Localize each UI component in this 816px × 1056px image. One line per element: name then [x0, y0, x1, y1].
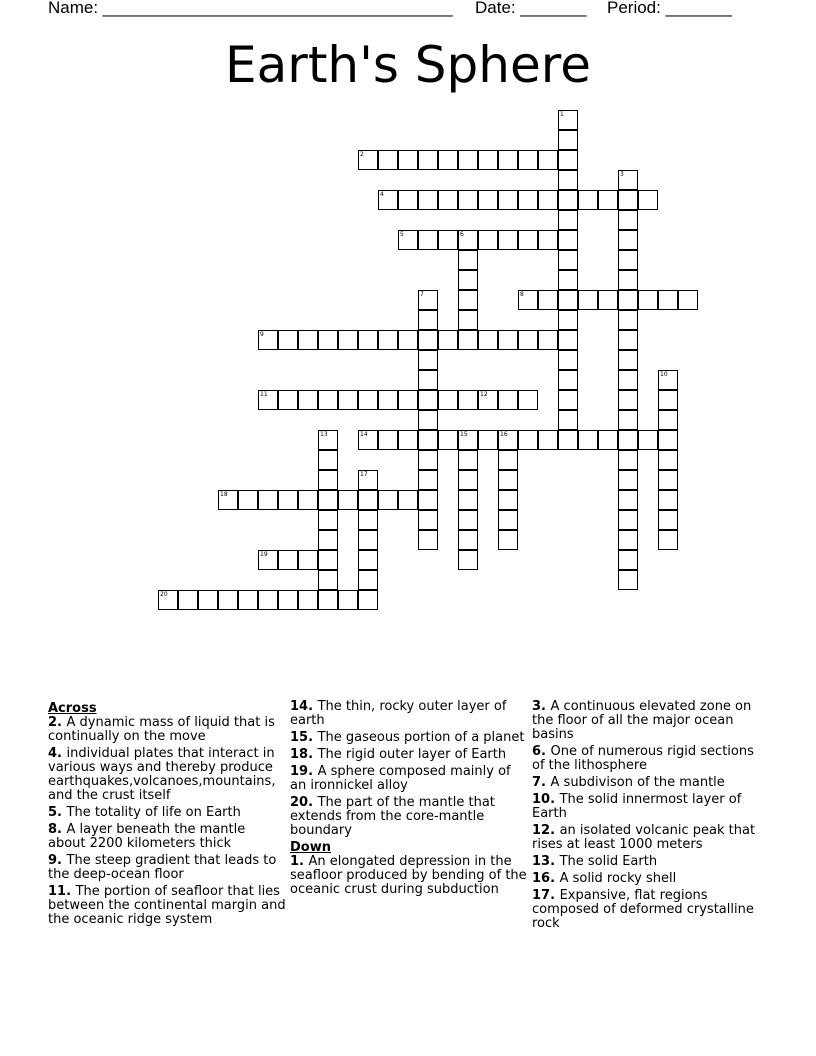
- grid-cell[interactable]: [558, 290, 578, 310]
- grid-cell[interactable]: [478, 330, 498, 350]
- grid-cell[interactable]: [418, 230, 438, 250]
- grid-cell[interactable]: [518, 150, 538, 170]
- grid-cell[interactable]: [598, 430, 618, 450]
- grid-cell[interactable]: [518, 330, 538, 350]
- grid-cell[interactable]: [598, 190, 618, 210]
- grid-cell[interactable]: [658, 510, 678, 530]
- grid-cell[interactable]: [478, 430, 498, 450]
- clue-num: 13.: [532, 854, 560, 869]
- grid-cell[interactable]: [338, 590, 358, 610]
- grid-cell[interactable]: [618, 310, 638, 330]
- clue-text: Expansive, flat regions composed of deformed crystalline rock: [532, 888, 754, 931]
- grid-cell[interactable]: [318, 550, 338, 570]
- grid-cell[interactable]: [618, 390, 638, 410]
- clue-number: 18: [220, 491, 228, 498]
- grid-cell[interactable]: [318, 330, 338, 350]
- grid-cell[interactable]: [398, 490, 418, 510]
- grid-cell[interactable]: [358, 510, 378, 530]
- grid-cell[interactable]: [418, 490, 438, 510]
- grid-cell[interactable]: [558, 170, 578, 190]
- clue-num: 4.: [48, 746, 67, 761]
- clue-number: 11: [260, 391, 268, 398]
- grid-cell[interactable]: [618, 210, 638, 230]
- grid-cell[interactable]: [458, 450, 478, 470]
- clue-number: 2: [360, 151, 364, 158]
- clue-text: One of numerous rigid sections of the lithosphere: [532, 744, 754, 773]
- grid-cell[interactable]: [618, 570, 638, 590]
- grid-cell[interactable]: [558, 330, 578, 350]
- clue-item: [48, 747, 286, 803]
- grid-cell[interactable]: [618, 550, 638, 570]
- grid-cell[interactable]: [398, 430, 418, 450]
- grid-cell[interactable]: [458, 390, 478, 410]
- clue-column-2: [290, 700, 528, 900]
- clue-num: 9.: [48, 853, 67, 868]
- clue-number: 12: [480, 391, 488, 398]
- grid-cell[interactable]: [358, 390, 378, 410]
- grid-cell[interactable]: [398, 190, 418, 210]
- clue-item: [290, 700, 528, 728]
- clue-item: [532, 745, 770, 773]
- clue-number: 6: [460, 231, 464, 238]
- grid-cell[interactable]: [398, 390, 418, 410]
- grid-cell[interactable]: [558, 430, 578, 450]
- grid-cell[interactable]: [658, 490, 678, 510]
- grid-cell[interactable]: [438, 330, 458, 350]
- clue-num: 7.: [532, 775, 551, 790]
- grid-cell[interactable]: [298, 550, 318, 570]
- grid-cell[interactable]: [318, 570, 338, 590]
- clue-text: The gaseous portion of a planet: [317, 730, 525, 745]
- grid-cell[interactable]: [418, 390, 438, 410]
- grid-cell[interactable]: [458, 330, 478, 350]
- grid-cell[interactable]: [258, 590, 278, 610]
- grid-cell[interactable]: [258, 490, 278, 510]
- clue-number: 19: [260, 551, 268, 558]
- grid-cell[interactable]: [458, 530, 478, 550]
- grid-cell[interactable]: [358, 570, 378, 590]
- grid-cell[interactable]: [618, 290, 638, 310]
- grid-cell[interactable]: [238, 590, 258, 610]
- name-field[interactable]: Name: _____________________________________: [48, 0, 453, 17]
- grid-cell[interactable]: [418, 150, 438, 170]
- grid-cell[interactable]: [558, 190, 578, 210]
- grid-cell[interactable]: [458, 190, 478, 210]
- clue-number: 15: [460, 431, 468, 438]
- clue-item: [48, 806, 286, 820]
- grid-cell[interactable]: [618, 510, 638, 530]
- clue-number: 1: [560, 111, 564, 118]
- clue-number: 7: [420, 291, 424, 298]
- clue-item: [290, 731, 528, 745]
- grid-cell[interactable]: [298, 390, 318, 410]
- clue-item: [290, 748, 528, 762]
- grid-cell[interactable]: [538, 150, 558, 170]
- grid-cell[interactable]: [318, 490, 338, 510]
- grid-cell[interactable]: [658, 390, 678, 410]
- clue-item: [48, 823, 286, 851]
- clue-item: [532, 872, 770, 886]
- grid-cell[interactable]: [558, 310, 578, 330]
- grid-cell[interactable]: [458, 270, 478, 290]
- grid-cell[interactable]: [278, 390, 298, 410]
- grid-cell[interactable]: [298, 590, 318, 610]
- grid-cell[interactable]: [318, 390, 338, 410]
- grid-cell[interactable]: [418, 350, 438, 370]
- grid-cell[interactable]: [658, 290, 678, 310]
- grid-cell[interactable]: [458, 150, 478, 170]
- grid-cell[interactable]: [458, 310, 478, 330]
- clue-num: 14.: [290, 699, 318, 714]
- date-field[interactable]: Date: _______: [475, 0, 587, 17]
- grid-cell[interactable]: [618, 250, 638, 270]
- grid-cell[interactable]: [318, 590, 338, 610]
- grid-cell[interactable]: [418, 450, 438, 470]
- clue-text: The totality of life on Earth: [66, 805, 241, 820]
- grid-cell[interactable]: [578, 290, 598, 310]
- grid-cell[interactable]: [478, 230, 498, 250]
- clue-item: [290, 855, 528, 897]
- grid-cell[interactable]: [618, 370, 638, 390]
- grid-cell[interactable]: [438, 430, 458, 450]
- clue-number: 9: [260, 331, 264, 338]
- clue-number: 20: [160, 591, 168, 598]
- clue-number: 5: [400, 231, 404, 238]
- grid-cell[interactable]: [498, 150, 518, 170]
- clue-num: 1.: [290, 854, 309, 869]
- clue-num: 17.: [532, 888, 560, 903]
- clue-number: 17: [360, 471, 368, 478]
- grid-cell[interactable]: [298, 330, 318, 350]
- grid-cell[interactable]: [558, 210, 578, 230]
- grid-cell[interactable]: [538, 430, 558, 450]
- grid-cell[interactable]: [618, 430, 638, 450]
- grid-cell[interactable]: [618, 230, 638, 250]
- grid-cell[interactable]: [358, 550, 378, 570]
- clue-text: The solid Earth: [559, 854, 658, 869]
- grid-cell[interactable]: [518, 430, 538, 450]
- grid-cell[interactable]: [398, 150, 418, 170]
- grid-cell[interactable]: [478, 150, 498, 170]
- clue-text: The portion of seafloor that lies between the continental margin and the oceanic ridge system: [48, 884, 286, 927]
- clue-number: 8: [520, 291, 524, 298]
- grid-cell[interactable]: [538, 230, 558, 250]
- clue-item: [532, 700, 770, 742]
- clue-text: The solid innermost layer of Earth: [532, 792, 742, 821]
- grid-cell[interactable]: [498, 530, 518, 550]
- clue-item: [48, 716, 286, 744]
- grid-cell[interactable]: [658, 410, 678, 430]
- grid-cell[interactable]: [498, 510, 518, 530]
- grid-cell[interactable]: [378, 490, 398, 510]
- grid-cell[interactable]: [358, 490, 378, 510]
- clue-item: [48, 854, 286, 882]
- grid-cell[interactable]: [638, 190, 658, 210]
- clue-text: individual plates that interact in various ways and thereby produce earthquakes,volcanoes,mountains, and the crust itself: [48, 746, 276, 803]
- clue-number: 14: [360, 431, 368, 438]
- grid-cell[interactable]: [558, 250, 578, 270]
- clue-column-3: [532, 700, 770, 934]
- grid-cell[interactable]: [278, 550, 298, 570]
- grid-cell[interactable]: [338, 330, 358, 350]
- clue-text: The rigid outer layer of Earth: [317, 747, 507, 762]
- grid-cell[interactable]: [638, 430, 658, 450]
- grid-cell[interactable]: [498, 450, 518, 470]
- clue-num: 5.: [48, 805, 67, 820]
- grid-cell[interactable]: [618, 330, 638, 350]
- grid-cell[interactable]: [398, 330, 418, 350]
- grid-cell[interactable]: [318, 510, 338, 530]
- grid-cell[interactable]: [498, 230, 518, 250]
- clue-num: 15.: [290, 730, 318, 745]
- grid-cell[interactable]: [418, 410, 438, 430]
- clue-text: A subdivison of the mantle: [550, 775, 725, 790]
- clue-column-1: [48, 700, 286, 930]
- grid-cell[interactable]: [618, 190, 638, 210]
- period-field[interactable]: Period: _______: [607, 0, 732, 17]
- grid-cell[interactable]: [358, 590, 378, 610]
- clue-num: 18.: [290, 747, 318, 762]
- grid-cell[interactable]: [558, 270, 578, 290]
- clue-num: 6.: [532, 744, 551, 759]
- grid-cell[interactable]: [658, 530, 678, 550]
- grid-cell[interactable]: [498, 470, 518, 490]
- grid-cell[interactable]: [318, 530, 338, 550]
- clue-number: 16: [500, 431, 508, 438]
- grid-cell[interactable]: [298, 490, 318, 510]
- grid-cell[interactable]: [458, 550, 478, 570]
- grid-cell[interactable]: [458, 470, 478, 490]
- grid-cell[interactable]: [418, 330, 438, 350]
- grid-cell[interactable]: [378, 430, 398, 450]
- grid-cell[interactable]: [598, 290, 618, 310]
- down-heading: Down: [290, 840, 331, 855]
- clue-item: [532, 824, 770, 852]
- grid-cell[interactable]: [538, 190, 558, 210]
- clue-text: The steep gradient that leads to the deep-ocean floor: [48, 853, 277, 882]
- grid-cell[interactable]: [418, 310, 438, 330]
- grid-cell[interactable]: [438, 390, 458, 410]
- grid-cell[interactable]: [438, 150, 458, 170]
- grid-cell[interactable]: [558, 410, 578, 430]
- clue-num: 2.: [48, 715, 67, 730]
- grid-cell[interactable]: [458, 490, 478, 510]
- grid-cell[interactable]: [178, 590, 198, 610]
- clue-number: 10: [660, 371, 668, 378]
- clue-num: 3.: [532, 699, 551, 714]
- clue-text: A sphere composed mainly of an ironnickel alloy: [290, 764, 511, 793]
- grid-cell[interactable]: [478, 190, 498, 210]
- grid-cell[interactable]: [618, 530, 638, 550]
- clue-item: [290, 765, 528, 793]
- grid-cell[interactable]: [218, 590, 238, 610]
- grid-cell[interactable]: [658, 470, 678, 490]
- grid-cell[interactable]: [518, 190, 538, 210]
- grid-cell[interactable]: [578, 190, 598, 210]
- grid-cell[interactable]: [558, 370, 578, 390]
- clue-text: an isolated volcanic peak that rises at least 1000 meters: [532, 823, 756, 852]
- clue-text: The part of the mantle that extends from the core-mantle boundary: [290, 795, 495, 838]
- grid-cell[interactable]: [458, 290, 478, 310]
- grid-cell[interactable]: [658, 430, 678, 450]
- grid-cell[interactable]: [618, 270, 638, 290]
- clue-text: A dynamic mass of liquid that is continually on the move: [48, 715, 275, 744]
- grid-cell[interactable]: [418, 530, 438, 550]
- grid-cell[interactable]: [518, 230, 538, 250]
- clue-num: 11.: [48, 884, 76, 899]
- grid-cell[interactable]: [618, 410, 638, 430]
- clue-item: [290, 796, 528, 838]
- clue-item: [532, 855, 770, 869]
- grid-cell[interactable]: [238, 490, 258, 510]
- grid-cell[interactable]: [318, 450, 338, 470]
- grid-cell[interactable]: [378, 330, 398, 350]
- grid-cell[interactable]: [358, 530, 378, 550]
- grid-cell[interactable]: [418, 470, 438, 490]
- grid-cell[interactable]: [278, 490, 298, 510]
- clue-item: [532, 793, 770, 821]
- clue-item: [532, 889, 770, 931]
- grid-cell[interactable]: [518, 390, 538, 410]
- grid-cell[interactable]: [458, 250, 478, 270]
- grid-cell[interactable]: [458, 510, 478, 530]
- grid-cell[interactable]: [498, 330, 518, 350]
- clue-num: 8.: [48, 822, 67, 837]
- grid-cell[interactable]: [558, 390, 578, 410]
- grid-cell[interactable]: [438, 230, 458, 250]
- clue-number: 3: [620, 171, 624, 178]
- grid-cell[interactable]: [358, 330, 378, 350]
- grid-cell[interactable]: [638, 290, 658, 310]
- grid-cell[interactable]: [278, 330, 298, 350]
- grid-cell[interactable]: [498, 190, 518, 210]
- grid-cell[interactable]: [578, 430, 598, 450]
- clue-text: A solid rocky shell: [559, 871, 677, 886]
- grid-cell[interactable]: [378, 390, 398, 410]
- grid-cell[interactable]: [278, 590, 298, 610]
- grid-cell[interactable]: [438, 190, 458, 210]
- grid-cell[interactable]: [558, 130, 578, 150]
- grid-cell[interactable]: [618, 450, 638, 470]
- grid-cell[interactable]: [558, 230, 578, 250]
- clue-item: [48, 885, 286, 927]
- grid-cell[interactable]: [658, 450, 678, 470]
- clue-num: 19.: [290, 764, 318, 779]
- grid-cell[interactable]: [418, 510, 438, 530]
- clue-text: An elongated depression in the seafloor produced by bending of the oceanic crust during subduction: [290, 854, 527, 897]
- clue-text: The thin, rocky outer layer of earth: [290, 699, 507, 728]
- clue-number: 13: [320, 431, 328, 438]
- grid-cell[interactable]: [538, 330, 558, 350]
- clue-num: 12.: [532, 823, 560, 838]
- grid-cell[interactable]: [538, 290, 558, 310]
- grid-cell[interactable]: [678, 290, 698, 310]
- clue-text: A continuous elevated zone on the floor of all the major ocean basins: [532, 699, 752, 742]
- grid-cell[interactable]: [418, 370, 438, 390]
- grid-cell[interactable]: [338, 390, 358, 410]
- grid-cell[interactable]: [558, 350, 578, 370]
- grid-cell[interactable]: [618, 490, 638, 510]
- clue-num: 16.: [532, 871, 560, 886]
- clue-item: [532, 776, 770, 790]
- clue-number: 4: [380, 191, 384, 198]
- grid-cell[interactable]: [198, 590, 218, 610]
- grid-cell[interactable]: [338, 490, 358, 510]
- page-title: Earth's Sphere: [225, 36, 591, 94]
- grid-cell[interactable]: [418, 190, 438, 210]
- clue-text: A layer beneath the mantle about 2200 kilometers thick: [48, 822, 246, 851]
- grid-cell[interactable]: [618, 350, 638, 370]
- grid-cell[interactable]: [378, 150, 398, 170]
- grid-cell[interactable]: [558, 150, 578, 170]
- clue-num: 20.: [290, 795, 318, 810]
- grid-cell[interactable]: [418, 430, 438, 450]
- grid-cell[interactable]: [498, 390, 518, 410]
- grid-cell[interactable]: [318, 470, 338, 490]
- grid-cell[interactable]: [618, 470, 638, 490]
- across-heading: Across: [48, 701, 97, 716]
- grid-cell[interactable]: [498, 490, 518, 510]
- clue-num: 10.: [532, 792, 560, 807]
